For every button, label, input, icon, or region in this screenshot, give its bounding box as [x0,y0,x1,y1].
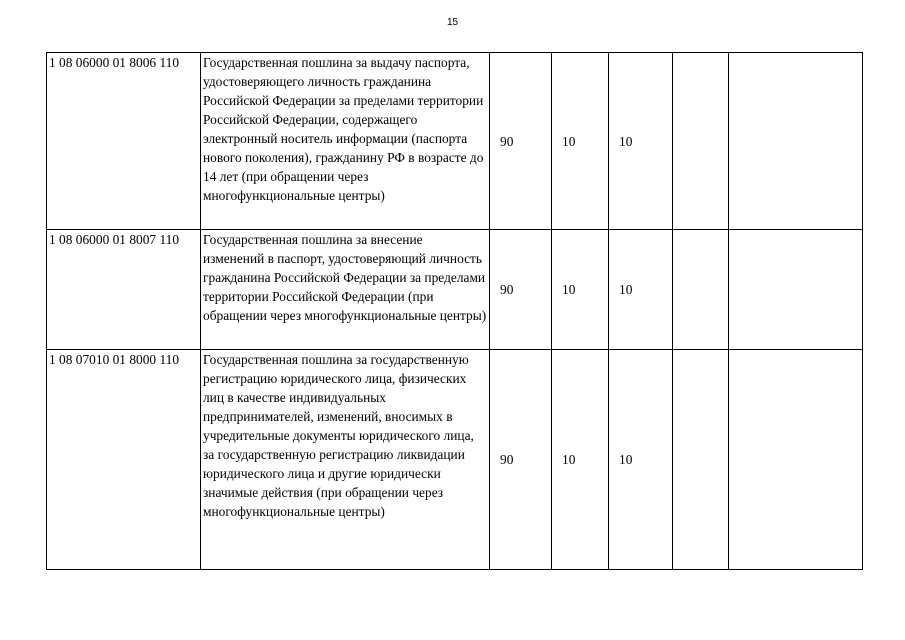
empty-cell-4 [673,230,729,350]
value-cell-3: 10 [609,53,673,230]
value-cell-1: 90 [490,350,552,570]
description-cell: Государственная пошлина за государственную регистрацию юридического лица, физических лиц в качестве индивидуальных предпринимателей, изменений, вносимых в учредительные документы юридического лица, за государственную регистрацию ликвидации юридического лица и другие юридически значимые действия (при обращении через многофункциональные центры) [201,350,490,570]
page-number: 15 [446,17,459,28]
table-row [47,230,863,350]
value-cell-1: 90 [490,230,552,350]
empty-cell-4 [673,53,729,230]
kbk-code-cell: 1 08 06000 01 8006 110 [47,53,201,230]
empty-cell-5 [729,350,863,570]
value-cell-1: 90 [490,53,552,230]
empty-cell-4 [673,350,729,570]
value-cell-3: 10 [609,230,673,350]
description-cell: Государственная пошлина за выдачу паспорта, удостоверяющего личность гражданина Российской Федерации за пределами территории Российской Федерации, содержащего электронный носитель информации (паспорта нового поколения), гражданину РФ в возрасте до 14 лет (при обращении через многофункциональные центры) [201,53,490,230]
empty-cell-5 [729,230,863,350]
value-cell-2: 10 [552,350,609,570]
table-row [47,350,863,570]
budget-revenue-table [46,52,863,570]
value-cell-3: 10 [609,350,673,570]
kbk-code-cell: 1 08 06000 01 8007 110 [47,230,201,350]
description-cell: Государственная пошлина за внесение изменений в паспорт, удостоверяющий личность гражданина Российской Федерации за пределами территории Российской Федерации (при обращении через многофункциональные центры) [201,230,490,350]
table-row [47,53,863,230]
empty-cell-5 [729,53,863,230]
value-cell-2: 10 [552,230,609,350]
kbk-code-cell: 1 08 07010 01 8000 110 [47,350,201,570]
value-cell-2: 10 [552,53,609,230]
